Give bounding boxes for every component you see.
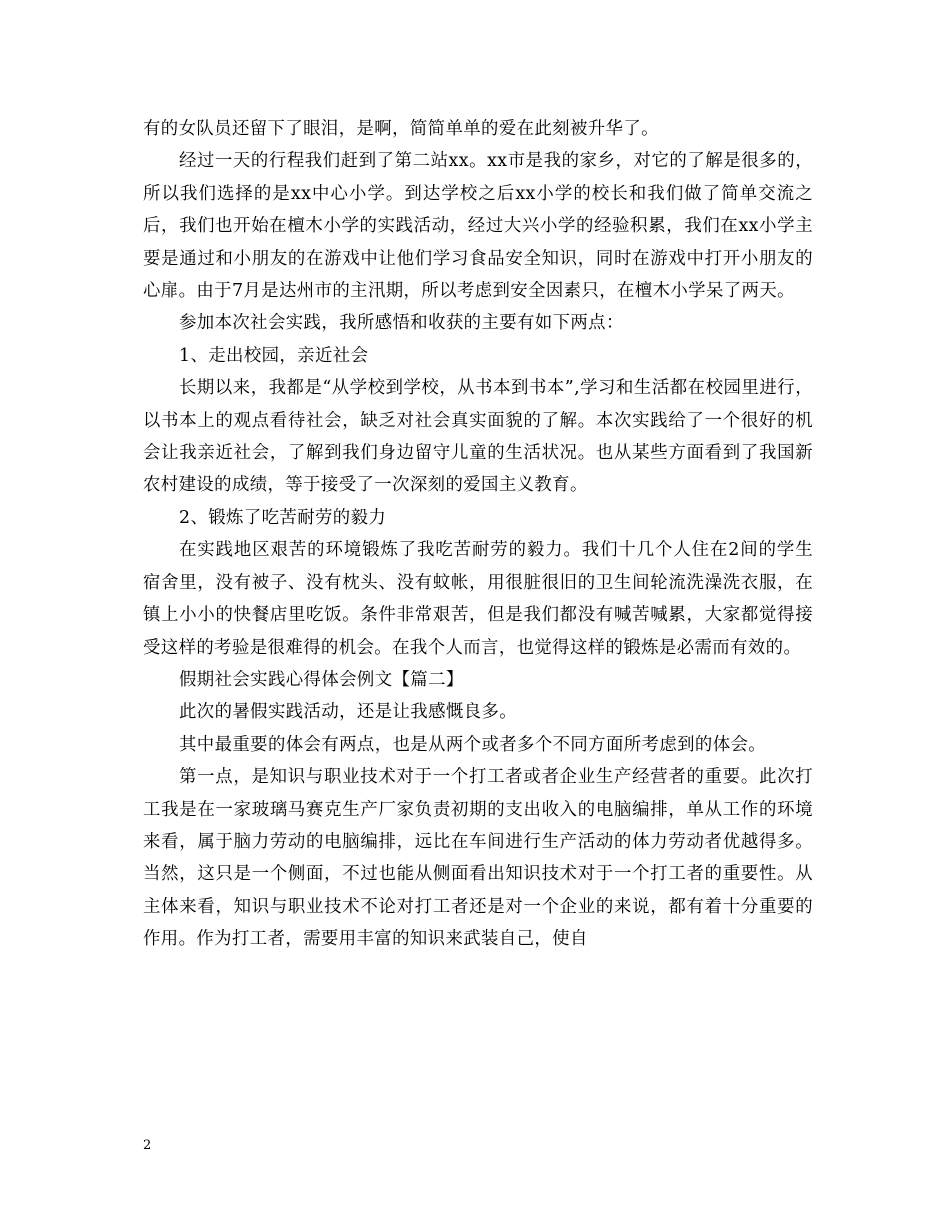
section-heading-2: 2、锻炼了吃苦耐劳的毅力 (179, 507, 387, 528)
paragraph-5: 在实践地区艰苦的环境锻炼了我吃苦耐劳的毅力。我们十几个人住在2间的学生宿舍里，没有被子、没有枕头、没有蚊帐，用很脏很旧的卫生间轮流洗澡洗衣服，在镇上小小的快餐店里吃饭。条件非常艰苦，但是我们都没有喊苦喊累，大家都觉得接受这样的考验是很难得的机会。在我个人而言，也觉得这样的锻炼是必需而有效的。 (143, 540, 813, 658)
document-body (143, 113, 813, 956)
article-title: 假期社会实践心得体会例文【篇二】 (179, 669, 464, 690)
paragraph-4: 长期以来，我都是“从学校到学校，从书本到书本”,学习和生活都在校园里进行，以书本上的观点看待社会，缺乏对社会真实面貌的了解。本次实践给了一个很好的机会让我亲近社会，了解到我们身边留守儿童的生活状况。也从某些方面看到了我国新农村建设的成绩，等于接受了一次深刻的爱国主义教育。 (143, 378, 813, 496)
section-heading-1: 1、走出校园，亲近社会 (179, 345, 369, 366)
paragraph-2: 经过一天的行程我们赶到了第二站xx。xx市是我的家乡，对它的了解是很多的，所以我们选择的是xx中心小学。到达学校之后xx小学的校长和我们做了简单交流之后，我们也开始在檀木小学的实践活动，经过大兴小学的经验积累，我们在xx小学主要是通过和小朋友的在游戏中让他们学习食品安全知识，同时在游戏中打开小朋友的心扉。由于7月是达州市的主汛期，所以考虑到安全因素只，在檀木小学呆了两天。 (143, 151, 813, 302)
paragraph-7: 其中最重要的体会有两点，也是从两个或者多个不同方面所考虑到的体会。 (179, 734, 767, 755)
paragraph-8: 第一点，是知识与职业技术对于一个打工者或者企业生产经营者的重要。此次打工我是在一家玻璃马赛克生产厂家负责初期的支出收入的电脑编排，单从工作的环境来看，属于脑力劳动的电脑编排，远比在车间进行生产活动的体力劳动者优越得多。当然，这只是一个侧面，不过也能从侧面看出知识技术对于一个打工者的重要性。从主体来看，知识与职业技术不论对打工者还是对一个企业的来说，都有着十分重要的作用。作为打工者，需要用丰富的知识来武装自己，使自 (143, 767, 813, 950)
paragraph-6: 此次的暑假实践活动，还是让我感慨良多。 (179, 702, 518, 723)
page-number: 2 (143, 1138, 152, 1153)
paragraph-1: 有的女队员还留下了眼泪，是啊，简简单单的爱在此刻被升华了。 (143, 119, 659, 139)
paragraph-3: 参加本次社会实践，我所感悟和收获的主要有如下两点： (179, 313, 624, 334)
